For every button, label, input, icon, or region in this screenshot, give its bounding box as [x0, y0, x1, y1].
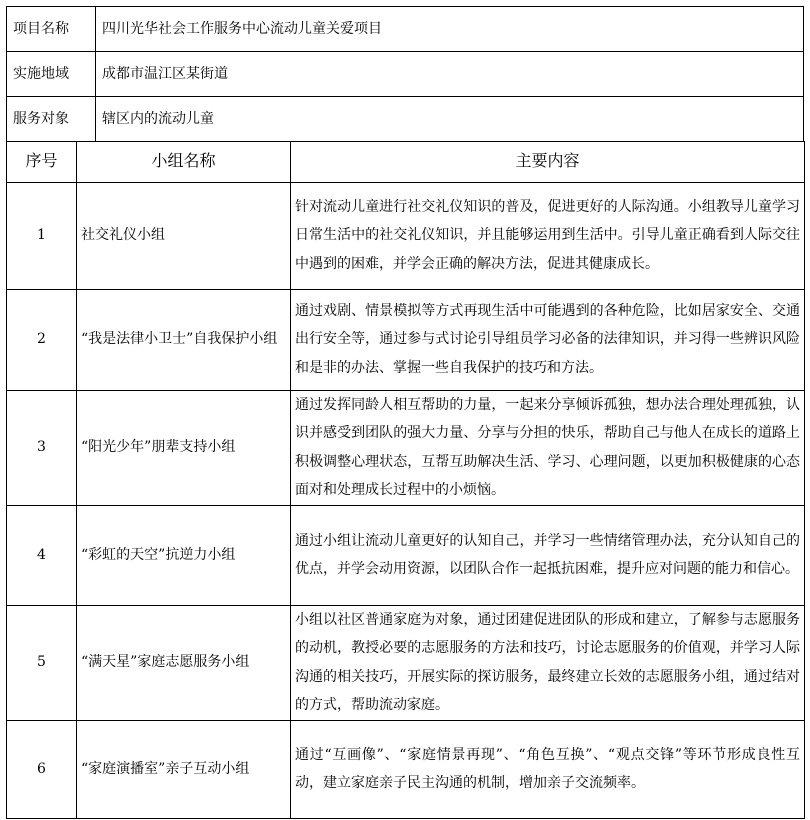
info-row-location	[7, 52, 804, 97]
header-name: 小组名称	[77, 141, 291, 182]
group-name: “彩虹的天空”抗逆力小组	[77, 505, 291, 605]
groups-header-row	[7, 141, 805, 182]
group-name: “家庭演播室”亲子互动小组	[77, 720, 291, 818]
row-number: 2	[7, 289, 77, 390]
info-table	[6, 6, 804, 142]
group-name: 社交礼仪小组	[77, 182, 291, 289]
row-number: 5	[7, 605, 77, 720]
group-content: 针对流动儿童进行社交礼仪知识的普及，促进更好的人际沟通。小组教导儿童学习日常生活中的社交礼仪知识，并且能够运用到生活中。引导儿童正确看到人际交往中遇到的困难，并学会正确的解决方法，促进其健康成长。	[291, 182, 805, 289]
header-no: 序号	[7, 141, 77, 182]
table-row	[7, 605, 805, 720]
group-content: 通过发挥同龄人相互帮助的力量，一起来分享倾诉孤独，想办法合理处理孤独，认识并感受到团队的强大力量、分享与分担的快乐，帮助自己与他人在成长的道路上积极调整心理状态，互帮互助解决生活、学习、心理问题，以更加积极健康的心态面对和处理成长过程中的小烦恼。	[291, 390, 805, 505]
group-content: 小组以社区普通家庭为对象，通过团建促进团队的形成和建立，了解参与志愿服务的动机，教授必要的志愿服务的方法和技巧，讨论志愿服务的价值观，并学习人际沟通的相关技巧，开展实际的探访服务，最终建立长效的志愿服务小组，通过结对的方式，帮助流动家庭。	[291, 605, 805, 720]
info-row-target	[7, 97, 804, 142]
table-row	[7, 289, 805, 390]
project-label: 项目名称	[7, 7, 96, 52]
target-value: 辖区内的流动儿童	[96, 97, 804, 142]
group-name: “我是法律小卫士”自我保护小组	[77, 289, 291, 390]
group-name: “满天星”家庭志愿服务小组	[77, 605, 291, 720]
group-content: 通过戏剧、情景模拟等方式再现生活中可能遇到的各种危险，比如居家安全、交通出行安全等，通过参与式讨论引导组员学习必备的法律知识，并习得一些辨识风险和是非的办法、掌握一些自我保护的技巧和方法。	[291, 289, 805, 390]
header-content: 主要内容	[291, 141, 805, 182]
row-number: 6	[7, 720, 77, 818]
group-content: 通过小组让流动儿童更好的认知自己，并学习一些情绪管理办法，充分认知自己的优点，并学会动用资源，以团队合作一起抵抗困难，提升应对问题的能力和信心。	[291, 505, 805, 605]
target-label: 服务对象	[7, 97, 96, 142]
row-number: 3	[7, 390, 77, 505]
project-sheet	[6, 6, 804, 819]
project-value: 四川光华社会工作服务中心流动儿童关爱项目	[96, 7, 804, 52]
info-row-project	[7, 7, 804, 52]
groups-table	[6, 141, 805, 819]
table-row	[7, 390, 805, 505]
group-content: 通过“互画像”、“家庭情景再现”、“角色互换”、“观点交锋”等环节形成良性互动，建立家庭亲子民主沟通的机制，增加亲子交流频率。	[291, 720, 805, 818]
table-row	[7, 182, 805, 289]
group-name: “阳光少年”朋辈支持小组	[77, 390, 291, 505]
location-label: 实施地域	[7, 52, 96, 97]
location-value: 成都市温江区某街道	[96, 52, 804, 97]
row-number: 1	[7, 182, 77, 289]
row-number: 4	[7, 505, 77, 605]
table-row	[7, 505, 805, 605]
table-row	[7, 720, 805, 818]
